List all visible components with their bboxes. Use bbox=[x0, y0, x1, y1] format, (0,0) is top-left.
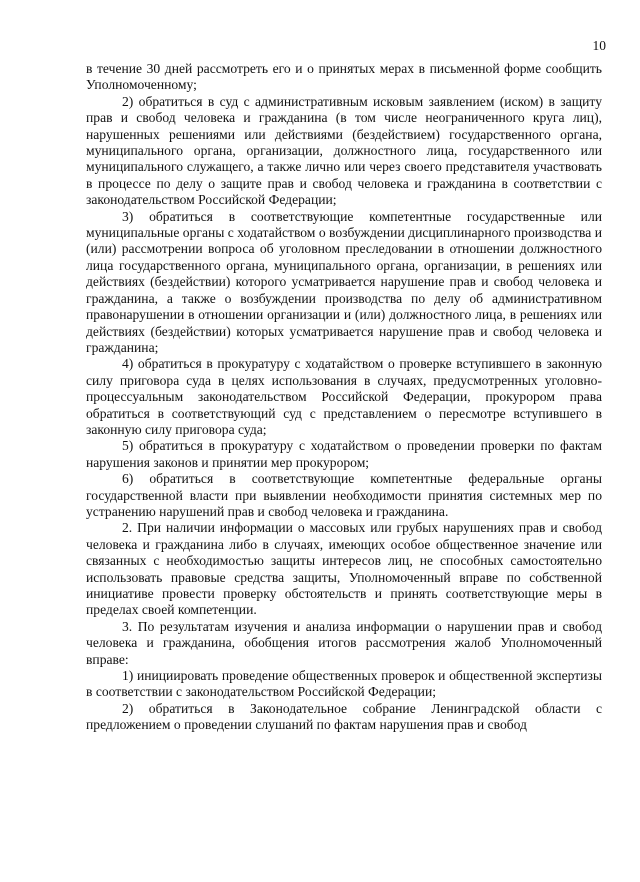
paragraph-subitem-2-legislative-assembly: 2) обратиться в Законодательное собрание Ленинградской области с предложением о проведении слушаний по фактам нарушения прав и свобод bbox=[86, 700, 602, 733]
paragraph-continuation: в течение 30 дней рассмотреть его и о принятых мерах в письменной форме сообщить Уполномоченному; bbox=[86, 61, 602, 93]
paragraph-section-3-results: 3. По результатам изучения и анализа информации о нарушении прав и свобод человека и гражданина, обобщения итогов рассмотрения жалоб Уполномоченный вправе: bbox=[86, 618, 602, 667]
paragraph-item-4-prosecutor-verdict: 4) обратиться в прокуратуру с ходатайством о проверке вступившего в законную силу приговора суда в целях использования в случаях, предусмотренных уголовно-процессуальным законодательством Российской Федерации, прокурором права обратиться в соответствующий суд с представлением о пересмотре вступившего в законную силу приговора суда; bbox=[86, 356, 602, 437]
paragraph-item-2-court: 2) обратиться в суд с административным исковым заявлением (иском) в защиту прав и свобод человека и гражданина (в том числе неограниченного круга лиц), нарушенных решениями или действиями (бездействием) государственного органа, муниципального органа, организации, должностного лица, государственного или муниципального служащего, а также лично или через своего представителя участвовать в процессе по делу о защите прав и свобод человека и гражданина в соответствии с законодательством Российской Федерации; bbox=[86, 93, 602, 208]
paragraph-item-5-prosecutor-check: 5) обратиться в прокуратуру с ходатайством о проведении проверки по фактам нарушения законов и принятии мер прокурором; bbox=[86, 438, 602, 470]
paragraph-item-6-federal-bodies: 6) обратиться в соответствующие компетентные федеральные органы государственной власти при выявлении необходимости принятия системных мер по устранению нарушений прав и свобод человека и гражданина. bbox=[86, 471, 602, 519]
document-body bbox=[86, 61, 602, 734]
page-number: 10 bbox=[592, 38, 606, 53]
paragraph-section-2-own-initiative: 2. При наличии информации о массовых или грубых нарушениях прав и свобод человека и гражданина либо в случаях, имеющих особое общественное значение или связанных с необходимостью защиты интересов лиц, не способных самостоятельно использовать правовые средства защиты, Уполномоченный вправе по собственной инициативе провести проверку обстоятельств и принять соответствующие меры в пределах своей компетенции. bbox=[86, 520, 602, 618]
paragraph-item-3-competent-bodies: 3) обратиться в соответствующие компетентные государственные или муниципальные органы с ходатайством о возбуждении дисциплинарного производства и (или) рассмотрении вопроса об уголовном преследовании в отношении должностного лица государственного органа, муниципального органа, организации, в решениях или действиях (бездействии) которого усматривается нарушение прав и свобод человека и гражданина, а также о возбуждении производства по делу об административном правонарушении в отношении организации и (или) должностного лица, в решениях или действиях (бездействии) которых усматривается нарушение прав и свобод человека и гражданина; bbox=[86, 208, 602, 355]
paragraph-subitem-1-public-checks: 1) инициировать проведение общественных проверок и общественной экспертизы в соответствии с законодательством Российской Федерации; bbox=[86, 668, 602, 700]
